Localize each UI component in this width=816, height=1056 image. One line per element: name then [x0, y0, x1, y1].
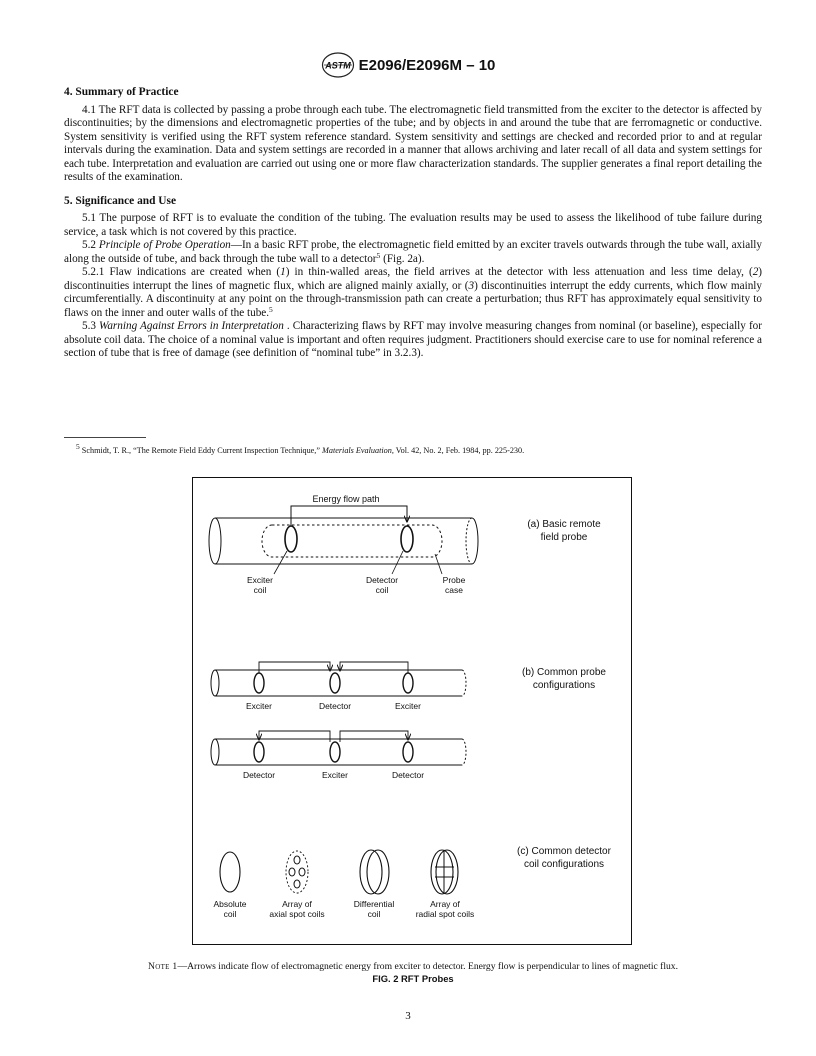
text-run: 5.2.1 Flaw indications are created when (: [82, 266, 281, 278]
svg-text:coil: coil: [375, 585, 389, 595]
body-text: [64, 86, 762, 361]
paragraph: [64, 239, 762, 266]
text-run: 3: [468, 279, 475, 292]
svg-text:coil: coil: [367, 909, 381, 919]
svg-text:Array of: Array of: [430, 899, 460, 909]
text-run: ) in thin-walled areas, the field arrives at the detector with less attenuation and less time delay, (: [285, 266, 753, 278]
svg-text:Detector: Detector: [391, 770, 425, 780]
text-run: (Fig. 2a).: [380, 252, 425, 265]
svg-text:Absolute: Absolute: [213, 899, 247, 909]
text-run: 2: [752, 266, 759, 278]
detector-coil-icon: [401, 526, 413, 552]
paragraph: [64, 104, 762, 185]
page-header: [0, 52, 816, 78]
svg-text:Detector: Detector: [318, 701, 352, 711]
paragraph: [64, 266, 762, 320]
note-label: Note 1: [147, 961, 178, 972]
text-run: 5.2: [82, 239, 99, 251]
text-run: 4.1 The RFT data is collected by passing a probe through each tube. The electromagnetic field transmitted from the exciter to the detector is affected by discontinuities; by the dimensions and electromagnetic properties of the tube; and by objects in and around the tube that are ferromagnetic or conductive. System sensitivity is verified using the RFT system reference standard. System sensitivity and settings are checked and recorded prior to and at regular intervals during the examination. Data and system settings are recorded in a manner that allows archiving and later recall of all data and system settings for each tube. Interpretation and evaluation are carried out using one or more flaw characterization standards. The supplier generates a final report detailing the results of the examination.: [64, 103, 762, 183]
svg-text:axial spot coils: axial spot coils: [269, 909, 325, 919]
svg-text:field probe: field probe: [540, 532, 588, 543]
svg-text:Exciter: Exciter: [322, 770, 348, 780]
text-run: 5.3: [82, 320, 100, 332]
footnote: [64, 442, 774, 456]
footnote-marker: 5: [76, 442, 80, 451]
text-run: 1: [280, 266, 286, 278]
energy-flow-arrow: [291, 506, 407, 526]
section: [64, 86, 762, 185]
text-run: Schmidt, T. R., “The Remote Field Eddy Current Inspection Technique,”: [79, 446, 323, 455]
text-run: ) discontinuities interrupt the eddy currents, which flow mainly circumferentially. A discontinuity at any point on the through-transmission path can create a perturbation; thus RFT has approximately equal sensitivity to flaws on the inner and outer walls of the tube.: [64, 279, 762, 319]
section: [64, 195, 762, 361]
svg-text:(a) Basic remote: (a) Basic remote: [527, 519, 601, 530]
svg-text:Differential: Differential: [353, 899, 395, 909]
text-run: 5.1 The purpose of RFT is to evaluate the condition of the tubing. The evaluation results may be used to assess the likelihood of tube failure during service, a task which is not covered by this practice.: [64, 212, 762, 238]
paragraph: [64, 212, 762, 239]
panel-b-row-2: [211, 731, 466, 780]
figure-note: [64, 961, 762, 973]
panel-c-coil-configurations: [213, 846, 611, 919]
panel-a-basic-probe: [209, 494, 601, 595]
svg-text:Array of: Array of: [282, 899, 312, 909]
radial-spot-coils-icon: [431, 850, 458, 894]
svg-text:Exciter: Exciter: [246, 701, 272, 711]
text-run: . Characterizing flaws by RFT may involve measuring changes from nominal (or baseline), especially for absolute coil data. The choice of a nominal value is important and often requires judgment. Practitioners should exercise care to use for nominal reference a section of tube that is free of damage (see definition of “nominal tube” in 3.2.3).: [64, 320, 762, 359]
text-run: —In a basic RFT probe, the electromagnetic field emitted by an exciter travels outwards through the tube wall, axially along the outside of tube, and back through the tube wall to a detector: [64, 239, 763, 265]
page-number: 3: [405, 1010, 411, 1022]
panel-b-row-1: [211, 662, 606, 711]
paragraph: [64, 320, 762, 361]
text-run: ) discontinuities interrupt the lines of magnetic flux, which are aligned mainly axially, or (: [64, 266, 763, 292]
footnote-ref: 5: [376, 250, 381, 260]
note-text: —Arrows indicate flow of electromagnetic energy from exciter to detector. Energy flow is perpendicular to lines of magnetic flux.: [177, 961, 678, 972]
absolute-coil-icon: [220, 852, 240, 892]
footnote-ref: 5: [269, 304, 273, 314]
astm-logo-icon: [321, 52, 355, 78]
text-run: Principle of Probe Operation: [98, 239, 231, 251]
svg-text:case: case: [445, 585, 463, 595]
section-heading: 4. Summary of Practice: [64, 86, 179, 98]
differential-coil-icon: [360, 850, 389, 894]
svg-text:(b) Common probe: (b) Common probe: [522, 667, 606, 678]
svg-text:radial spot coils: radial spot coils: [415, 909, 475, 919]
exciter-coil-icon: [285, 526, 297, 552]
text-run: Materials Evaluation: [322, 446, 392, 455]
svg-text:Probe: Probe: [442, 575, 466, 585]
axial-spot-coils-icon: [286, 851, 308, 893]
svg-text:configurations: configurations: [532, 680, 596, 691]
standard-designation: E2096/E2096M – 10: [358, 56, 496, 74]
footnote-rule: [64, 437, 146, 438]
svg-text:ASTM: ASTM: [324, 60, 351, 71]
figure-title: FIG. 2 RFT Probes: [372, 973, 454, 984]
svg-text:Exciter: Exciter: [247, 575, 273, 585]
section-heading: 5. Significance and Use: [64, 194, 177, 207]
figure-2: [192, 477, 632, 945]
svg-text:Detector: Detector: [365, 575, 399, 585]
svg-text:coil: coil: [223, 909, 237, 919]
energy-flow-label: Energy flow path: [312, 494, 380, 504]
svg-text:coil: coil: [253, 585, 267, 595]
svg-text:Exciter: Exciter: [395, 701, 421, 711]
rft-probes-diagram: [192, 477, 632, 945]
svg-text:Detector: Detector: [242, 770, 276, 780]
svg-text:(c) Common detector: (c) Common detector: [517, 846, 611, 857]
text-run: , Vol. 42, No. 2, Feb. 1984, pp. 225-230.: [391, 446, 525, 455]
text-run: Warning Against Errors in Interpretation: [99, 320, 284, 332]
svg-text:coil configurations: coil configurations: [523, 859, 605, 870]
